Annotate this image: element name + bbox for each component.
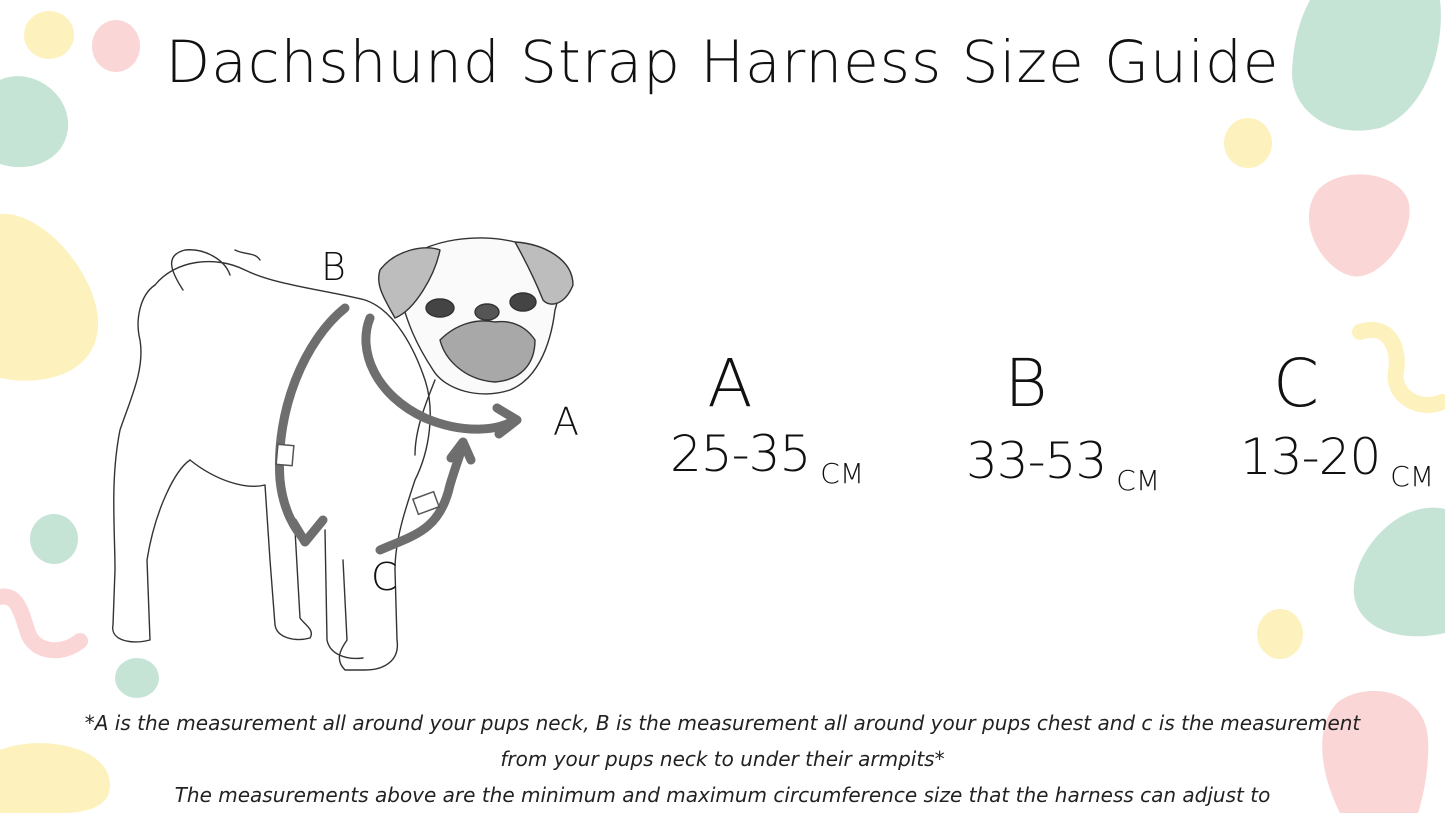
decorative-blob-green [1352,505,1445,640]
measurement-b-letter: B [1004,345,1048,422]
diagram-label-b: B [321,245,346,289]
measurement-c-letter: C [1272,345,1320,422]
measurement-c-unit: CM [1390,460,1435,493]
decorative-blob-green [28,512,80,566]
arrow-b-head [293,520,323,542]
decorative-blob-yellow [0,210,100,385]
note-line-2: from your pups neck to under their armpits* [500,747,945,771]
note-line-1: *A is the measurement all around your pups neck, B is the measurement all around your pups chest and c is the measurement [84,711,1361,735]
measurement-c-value: 13-20 [1240,428,1381,486]
decorative-squiggle-yellow [1350,320,1445,415]
measurement-c-range [1240,428,1435,493]
measurement-b-unit: CM [1116,464,1161,497]
page-title: Dachshund Strap Harness Size Guide [165,28,1280,96]
measurement-b-range [966,432,1161,497]
measurement-b-value: 33-53 [966,432,1107,490]
measurement-a-letter: A [707,345,753,422]
decorative-blob-yellow [1255,608,1305,660]
diagram-label-c: C [371,555,398,599]
measurement-a-unit: CM [820,457,865,490]
measurement-a-value: 25-35 [670,425,811,483]
dog-harness-illustration [95,230,595,690]
decorative-blob-pink [1300,170,1412,280]
dog-outline-drawing [113,238,573,670]
note-line-3: The measurements above are the minimum and maximum circumference size that the harness can adjust to [174,783,1271,807]
decorative-blob-yellow [1222,116,1274,170]
arrow-b [279,308,345,540]
measurement-a-range [670,425,865,490]
decorative-squiggle-pink [0,585,95,670]
diagram-label-a: A [553,400,579,444]
